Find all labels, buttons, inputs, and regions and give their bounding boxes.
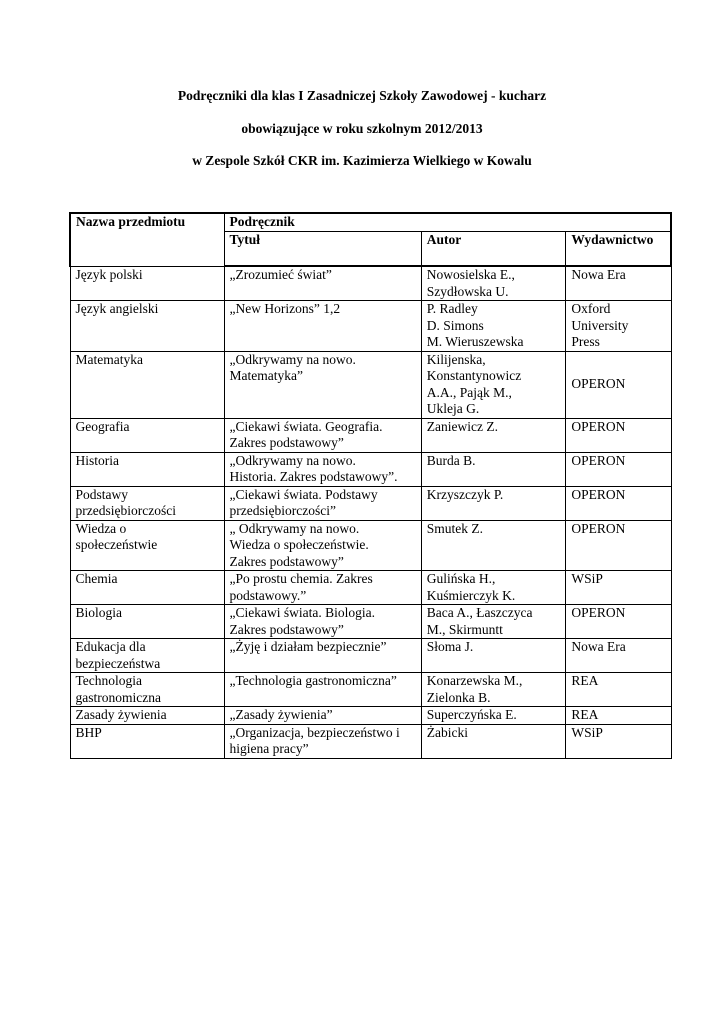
- author-cell: [421, 486, 566, 520]
- header-title: Tytuł: [224, 232, 421, 267]
- title-cell: [224, 639, 421, 673]
- publisher-cell: [566, 418, 671, 452]
- subject-cell-line: społeczeństwie: [75, 537, 158, 552]
- header-publisher: Wydawnictwo: [566, 232, 671, 267]
- publisher-cell-line: OPERON: [571, 418, 626, 434]
- subject-cell: [70, 266, 224, 301]
- publisher-cell: [566, 486, 671, 520]
- subject-cell-line: gastronomiczna: [75, 689, 161, 705]
- publisher-cell: [566, 707, 671, 725]
- subject-cell: [70, 452, 224, 486]
- author-cell-line: Zielonka B.: [426, 689, 491, 705]
- table-row: [70, 301, 671, 352]
- textbook-table: [69, 212, 672, 759]
- table-row: [70, 520, 671, 571]
- author-cell: [421, 707, 566, 725]
- publisher-cell: [566, 571, 671, 605]
- title-cell-line: „Organizacja, bezpieczeństwo i: [229, 724, 400, 740]
- publisher-cell: [566, 452, 671, 486]
- subject-cell: [70, 351, 224, 418]
- school-name-subtitle: w Zespole Szkół CKR im. Kazimierza Wielkiego w Kowalu: [192, 153, 532, 168]
- subject-cell-line: Język angielski: [75, 301, 159, 316]
- author-cell: [421, 605, 566, 639]
- title-cell-line: Wiedza o społeczeństwie.: [229, 537, 369, 552]
- author-cell-line: A.A., Pająk M.,: [426, 384, 512, 400]
- title-cell: [224, 486, 421, 520]
- subject-cell: [70, 724, 224, 758]
- subject-cell: [70, 301, 224, 352]
- author-cell-line: Ukleja G.: [426, 401, 480, 416]
- publisher-cell-line: Oxford: [571, 301, 611, 316]
- publisher-cell-line: University: [571, 317, 629, 333]
- title-cell-line: Zakres podstawowy”: [229, 553, 344, 569]
- author-cell: [421, 301, 566, 352]
- publisher-cell-line: WSiP: [571, 724, 603, 740]
- publisher-cell-line: REA: [571, 707, 599, 722]
- author-cell-line: Konarzewska M.,: [426, 673, 523, 688]
- subject-cell: [70, 486, 224, 520]
- author-cell-line: Konstantynowicz: [426, 368, 522, 383]
- title-cell-line: Zakres podstawowy”: [229, 435, 344, 450]
- subject-cell-line: bezpieczeństwa: [75, 655, 161, 671]
- title-cell: [224, 724, 421, 758]
- subject-cell-line: Podstawy: [75, 486, 129, 502]
- title-cell-line: Historia. Zakres podstawowy”.: [229, 469, 398, 484]
- table-row: [70, 452, 671, 486]
- author-cell: [421, 639, 566, 673]
- title-cell-line: higiena pracy”: [229, 741, 309, 756]
- title-cell-line: „Zrozumieć świat”: [229, 267, 332, 282]
- title-cell: [224, 571, 421, 605]
- publisher-cell: [566, 351, 671, 418]
- author-cell-line: Nowosielska E.,: [426, 267, 515, 282]
- publisher-cell-line: Nowa Era: [571, 267, 626, 282]
- table-row: [70, 571, 671, 605]
- publisher-cell-line: Nowa Era: [571, 639, 626, 654]
- title-cell-line: „Zasady żywienia”: [229, 707, 333, 722]
- subject-cell-line: przedsiębiorczości: [75, 503, 176, 518]
- header-author: Autor: [421, 232, 566, 267]
- publisher-cell: [566, 520, 671, 571]
- author-cell: [421, 571, 566, 605]
- author-cell: [421, 673, 566, 707]
- title-cell-line: „Ciekawi świata. Podstawy: [229, 486, 378, 502]
- author-cell: [421, 266, 566, 301]
- author-cell-line: Burda B.: [426, 452, 476, 468]
- publisher-cell-line: OPERON: [571, 486, 626, 502]
- table-row: [70, 266, 671, 301]
- subject-cell-line: Język polski: [75, 266, 143, 282]
- author-cell: [421, 418, 566, 452]
- author-cell-line: Superczyńska E.: [426, 707, 517, 722]
- title-cell: [224, 418, 421, 452]
- title-cell: [224, 301, 421, 352]
- table-row: [70, 639, 671, 673]
- school-year-subtitle: obowiązujące w roku szkolnym 2012/2013: [241, 121, 483, 136]
- subject-cell: [70, 673, 224, 707]
- title-cell: [224, 520, 421, 571]
- title-cell-line: podstawowy.”: [229, 587, 307, 603]
- table-row: [70, 418, 671, 452]
- author-cell-line: Krzyszczyk P.: [426, 486, 504, 502]
- title-cell-line: „Po prostu chemia. Zakres: [229, 571, 373, 586]
- header-subject: Nazwa przedmiotu: [70, 213, 224, 266]
- title-cell-line: „Odkrywamy na nowo.: [229, 452, 356, 468]
- author-cell-line: D. Simons: [426, 317, 484, 333]
- title-cell: [224, 673, 421, 707]
- table-row: [70, 605, 671, 639]
- title-cell-line: Matematyka”: [229, 368, 303, 383]
- author-cell: [421, 351, 566, 418]
- subject-cell-line: Geografia: [75, 418, 130, 434]
- subject-cell-line: Historia: [75, 452, 119, 468]
- table-row: [70, 486, 671, 520]
- title-cell: [224, 707, 421, 725]
- title-cell: [224, 351, 421, 418]
- author-cell-line: P. Radley: [426, 301, 478, 316]
- subject-cell: [70, 571, 224, 605]
- subject-cell: [70, 639, 224, 673]
- table-row: [70, 351, 671, 418]
- author-cell-line: Baca A., Łaszczyca: [426, 605, 533, 620]
- title-cell-line: „Odkrywamy na nowo.: [229, 351, 356, 367]
- subject-cell-line: BHP: [75, 724, 102, 740]
- title-cell-line: „Ciekawi świata. Geografia.: [229, 418, 383, 434]
- publisher-cell: [566, 639, 671, 673]
- title-cell-line: „New Horizons” 1,2: [229, 301, 341, 316]
- header-textbook-group: Podręcznik: [224, 213, 671, 232]
- subject-cell-line: Biologia: [75, 605, 122, 620]
- title-cell-line: przedsiębiorczości”: [229, 503, 336, 518]
- subject-cell-line: Technologia: [75, 673, 143, 688]
- document-title: Podręczniki dla klas I Zasadniczej Szkoły Zawodowej - kucharz: [177, 88, 547, 103]
- subject-cell-line: Wiedza o: [75, 520, 127, 536]
- author-cell-line: Gulińska H.,: [426, 571, 496, 586]
- author-cell: [421, 520, 566, 571]
- title-cell-line: „ Odkrywamy na nowo.: [229, 520, 360, 536]
- table-body: [70, 266, 671, 758]
- publisher-cell: [566, 266, 671, 301]
- title-cell: [224, 605, 421, 639]
- subject-cell-line: Zasady żywienia: [75, 707, 167, 722]
- publisher-cell: [566, 673, 671, 707]
- table-row: [70, 673, 671, 707]
- publisher-cell: [566, 605, 671, 639]
- subject-cell-line: Matematyka: [75, 351, 143, 367]
- subject-cell: [70, 418, 224, 452]
- author-cell-line: Żabicki: [426, 724, 468, 740]
- publisher-cell-line: OPERON: [571, 520, 626, 536]
- table-row: [70, 724, 671, 758]
- author-cell-line: M. Wieruszewska: [426, 334, 524, 349]
- subject-cell: [70, 707, 224, 725]
- subject-cell: [70, 605, 224, 639]
- title-cell: [224, 452, 421, 486]
- publisher-cell-line: OPERON: [571, 376, 626, 392]
- subject-cell-line: Edukacja dla: [75, 639, 146, 654]
- publisher-cell-line: WSiP: [571, 571, 603, 586]
- title-cell-line: Zakres podstawowy”: [229, 621, 344, 637]
- author-cell-line: Szydłowska U.: [426, 283, 509, 299]
- publisher-cell-line: Press: [571, 334, 600, 349]
- publisher-cell: [566, 724, 671, 758]
- author-cell-line: Kuśmierczyk K.: [426, 587, 516, 603]
- title-cell: [224, 266, 421, 301]
- publisher-cell-line: OPERON: [571, 605, 626, 620]
- publisher-cell: [566, 301, 671, 352]
- subject-cell-line: Chemia: [75, 571, 118, 586]
- author-cell-line: Zaniewicz Z.: [426, 418, 498, 434]
- author-cell: [421, 452, 566, 486]
- subject-cell: [70, 520, 224, 571]
- author-cell-line: Smutek Z.: [426, 520, 484, 536]
- author-cell-line: Słoma J.: [426, 639, 474, 654]
- title-cell-line: „Technologia gastronomiczna”: [229, 673, 397, 688]
- table-row: [70, 707, 671, 725]
- publisher-cell-line: REA: [571, 673, 599, 688]
- author-cell-line: M., Skirmuntt: [426, 621, 503, 637]
- title-cell-line: „Żyję i działam bezpiecznie”: [229, 639, 387, 654]
- title-cell-line: „Ciekawi świata. Biologia.: [229, 605, 375, 620]
- publisher-cell-line: OPERON: [571, 452, 626, 468]
- author-cell: [421, 724, 566, 758]
- author-cell-line: Kilijenska,: [426, 351, 486, 367]
